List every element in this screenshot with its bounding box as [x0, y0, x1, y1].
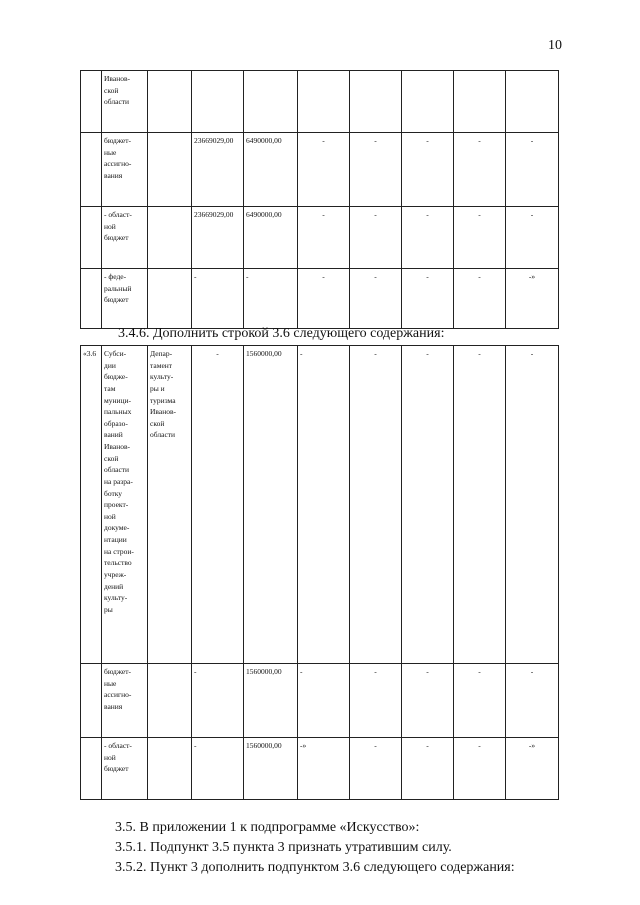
paragraph-3-5-1: 3.5.1. Подпункт 3.5 пункта 3 признать утратившим силу.	[115, 840, 452, 855]
budget-table-row-3-6	[80, 345, 559, 800]
row-executor: Депар- тамент культу- ры и туризма Иванов- ской области	[148, 346, 192, 664]
row-name: Субси- дии бюдже- там муници- пальных образо- ваний Иванов- ской области на разра- ботку проект- ной докуме- нтации на строи- тельство учреж- дений культу- ры	[102, 346, 148, 664]
cell-value: 6490000,00	[244, 207, 298, 269]
budget-table-continuation	[80, 70, 559, 329]
row-label: бюджет- ные ассигно- вания	[102, 133, 148, 207]
paragraph-3-5: 3.5. В приложении 1 к подпрограмме «Искусство»:	[115, 820, 420, 835]
table-row: - област- ной бюджет - 1560000,00 -» - - - -»	[81, 738, 559, 800]
cell-value: 23669029,00	[192, 207, 244, 269]
cell-value: 1560000,00	[244, 738, 298, 800]
row-label: - феде- ральный бюджет	[102, 269, 148, 329]
cell-value: 6490000,00	[244, 133, 298, 207]
cell-value: 1560000,00	[244, 346, 298, 664]
table-row: «3.6 Субси- дии бюдже- там муници- пальных образо- ваний Иванов- ской области на разра- ботку проект- ной докуме- нтации на строи- тельство учреж- дений культу- ры Депар- тамент культу- ры и туризма Иванов- ской области - 1560000,00 - - - - -	[81, 346, 559, 664]
cell-value: 1560000,00	[244, 664, 298, 738]
cell-value: 23669029,00	[192, 133, 244, 207]
table-row	[81, 71, 559, 133]
page-number: 10	[548, 38, 562, 53]
paragraph-3-5-2: 3.5.2. Пункт 3 дополнить подпунктом 3.6 следующего содержания:	[115, 860, 515, 875]
row-number: «3.6	[81, 346, 102, 664]
table-row: бюджет- ные ассигно- вания 23669029,00 6490000,00 - - - - -	[81, 133, 559, 207]
table-row: - феде- ральный бюджет - - - - - - -»	[81, 269, 559, 329]
table-row: - област- ной бюджет 23669029,00 6490000,00 - - - - -	[81, 207, 559, 269]
row-label: бюджет- ные ассигно- вания	[102, 664, 148, 738]
row-label: - област- ной бюджет	[102, 207, 148, 269]
row-label: Иванов- ской области	[102, 71, 148, 133]
row-label: - област- ной бюджет	[102, 738, 148, 800]
table-row: бюджет- ные ассигно- вания - 1560000,00 - - - - -	[81, 664, 559, 738]
section-heading: 3.4.6. Дополнить строкой 3.6 следующего содержания:	[118, 326, 445, 341]
